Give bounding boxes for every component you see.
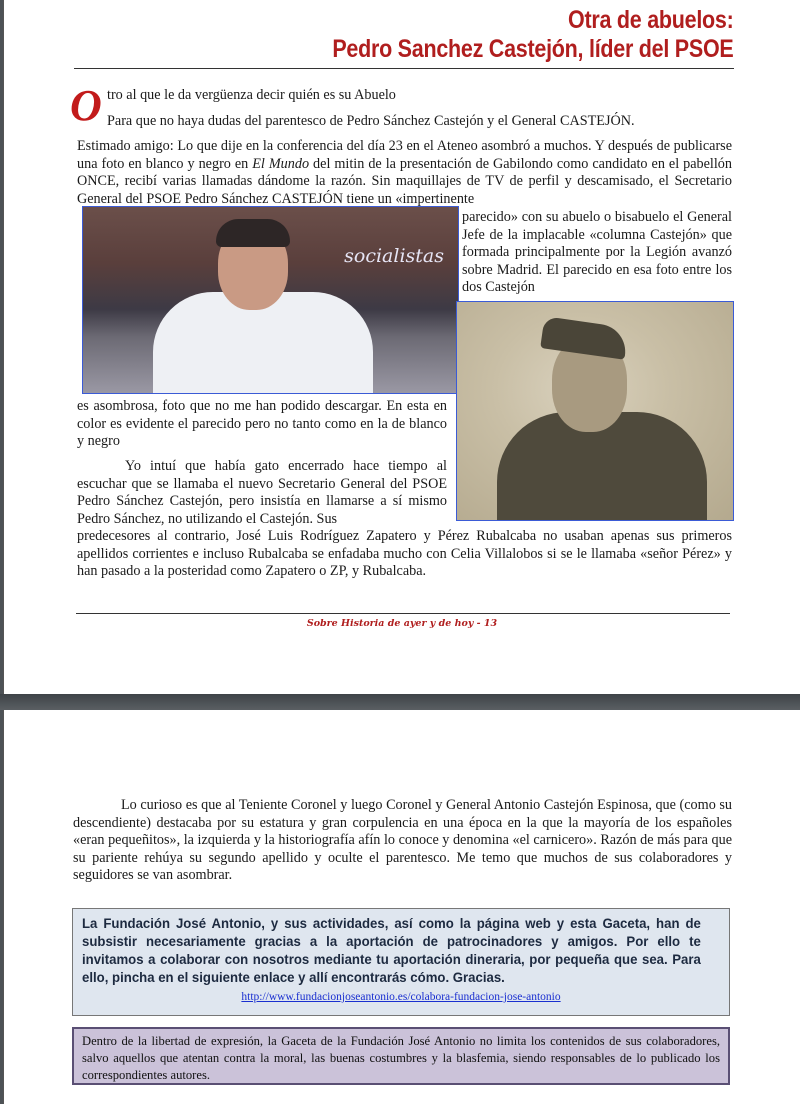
drop-cap: O: [70, 81, 102, 130]
paragraph-below-photo: es asombrosa, foto que no me han podido descargar. En esta en color es evidente el parecido pero no tanto como en la de blanco y negro: [77, 398, 447, 449]
paragraph-text: Estimado amigo: Lo que dije en la conferencia del día 23 en el Ateneo asombró a muchos. Y después de publicarse una foto en blanco y negro en: [77, 138, 732, 172]
pdf-page-1: [3, 0, 800, 694]
title-divider: [74, 68, 734, 69]
title-line-2: Pedro Sanchez Castejón, líder del PSOE: [332, 35, 734, 63]
paragraph-yo-intui: [77, 458, 447, 528]
paragraph-text: del mitin de la presentación de Gabilondo como candidato en el pabellón ONCE, recibí varias llamadas dándome la razón. Sin maquillajes de TV de perfil y descamisado, el Secretario General del PSOE Pedro Sánchez CASTEJÓN tiene un «impertinente: [77, 155, 732, 207]
paragraph-text: Yo intuí que había gato encerrado hace tiempo al escuchar que se llamaba el nuevo Secretario General del PSOE Pedro Sánchez Castejón, pero insistía en llamarse a sí mismo Pedro Sánchez, no utilizando el Castejón. Sus: [77, 458, 447, 527]
intro-line-1: tro al que le da vergüenza decir quién es su Abuelo: [107, 87, 396, 103]
title-line-1: Otra de abuelos:: [568, 6, 734, 34]
article-title: [333, 6, 734, 64]
page-footer: Sobre Historia de ayer y de hoy - 13: [306, 618, 498, 629]
newspaper-name: El Mundo: [252, 155, 310, 172]
photo-watermark: socialistas: [344, 245, 444, 267]
paragraph-curioso: [73, 797, 732, 885]
paragraph-predecesores: predecesores al contrario, José Luis Rodríguez Zapatero y Pérez Rubalcaba no usaban apenas sus primeros apellidos corrientes e incluso Rubalcaba se enfadaba mucho con Celia Villalobos si se le llamaba «señor Pérez» y han pasado a la posteridad como Zapatero o ZP, y Rubalcaba.: [77, 528, 732, 579]
donation-text: La Fundación José Antonio, y sus actividades, así como la página web y esta Gaceta, han de subsistir necesariamente gracias a la aportación de patrocinadores y amigos. Por ello te invitamos a colaborar con nosotros mediante tu aportación dineraria, por pequeña que sea. Para ello, pincha en el siguiente enlace y allí encontrarás cómo. Gracias.: [82, 916, 701, 985]
paragraph-right-column: parecido» con su abuelo o bisabuelo el General Jefe de la implacable «columna Castejón» que formada principalmente por la Legión avanzó sobre Madrid. El parecido en esa foto entre los dos Castejón: [462, 209, 732, 295]
page-gap: [0, 694, 800, 710]
donation-link[interactable]: http://www.fundacionjoseantonio.es/colabora-fundacion-jose-antonio: [241, 991, 561, 1003]
photo-general-castejon: [456, 301, 734, 521]
photo-pedro-sanchez: [82, 206, 459, 394]
disclaimer-box: [72, 1027, 730, 1085]
disclaimer-text: Dentro de la libertad de expresión, la Gaceta de la Fundación José Antonio no limita los contenidos de sus colaboradores, salvo aquellos que atentan contra la moral, las buenas costumbres y la blasfemia, siendo responsables de lo publicado los correspondientes autores.: [82, 1034, 720, 1082]
photo-figure-hair: [216, 219, 290, 247]
photo-figure-cap: [540, 316, 629, 360]
paragraph-estimado: [77, 138, 732, 208]
intro-line-2: Para que no haya dudas del parentesco de Pedro Sánchez Castejón y el General CASTEJÓN.: [107, 113, 635, 129]
paragraph-text: Lo curioso es que al Teniente Coronel y luego Coronel y General Antonio Castejón Espinosa, que (como su descendiente) destacaba por su estatura y gran corpulencia en una época en la que la mayoría de los españoles «eran pequeñitos», la izquierda y la historiografía afín lo conoce y denomina «el carnicero». Razón de más para que su pariente rehúya su segundo apellido y oculte el parentesco. Me temo que muchos de sus colaboradores y seguidores se van asombrar.: [73, 797, 732, 883]
footer-divider: [76, 613, 730, 614]
donation-box: [72, 908, 730, 1016]
